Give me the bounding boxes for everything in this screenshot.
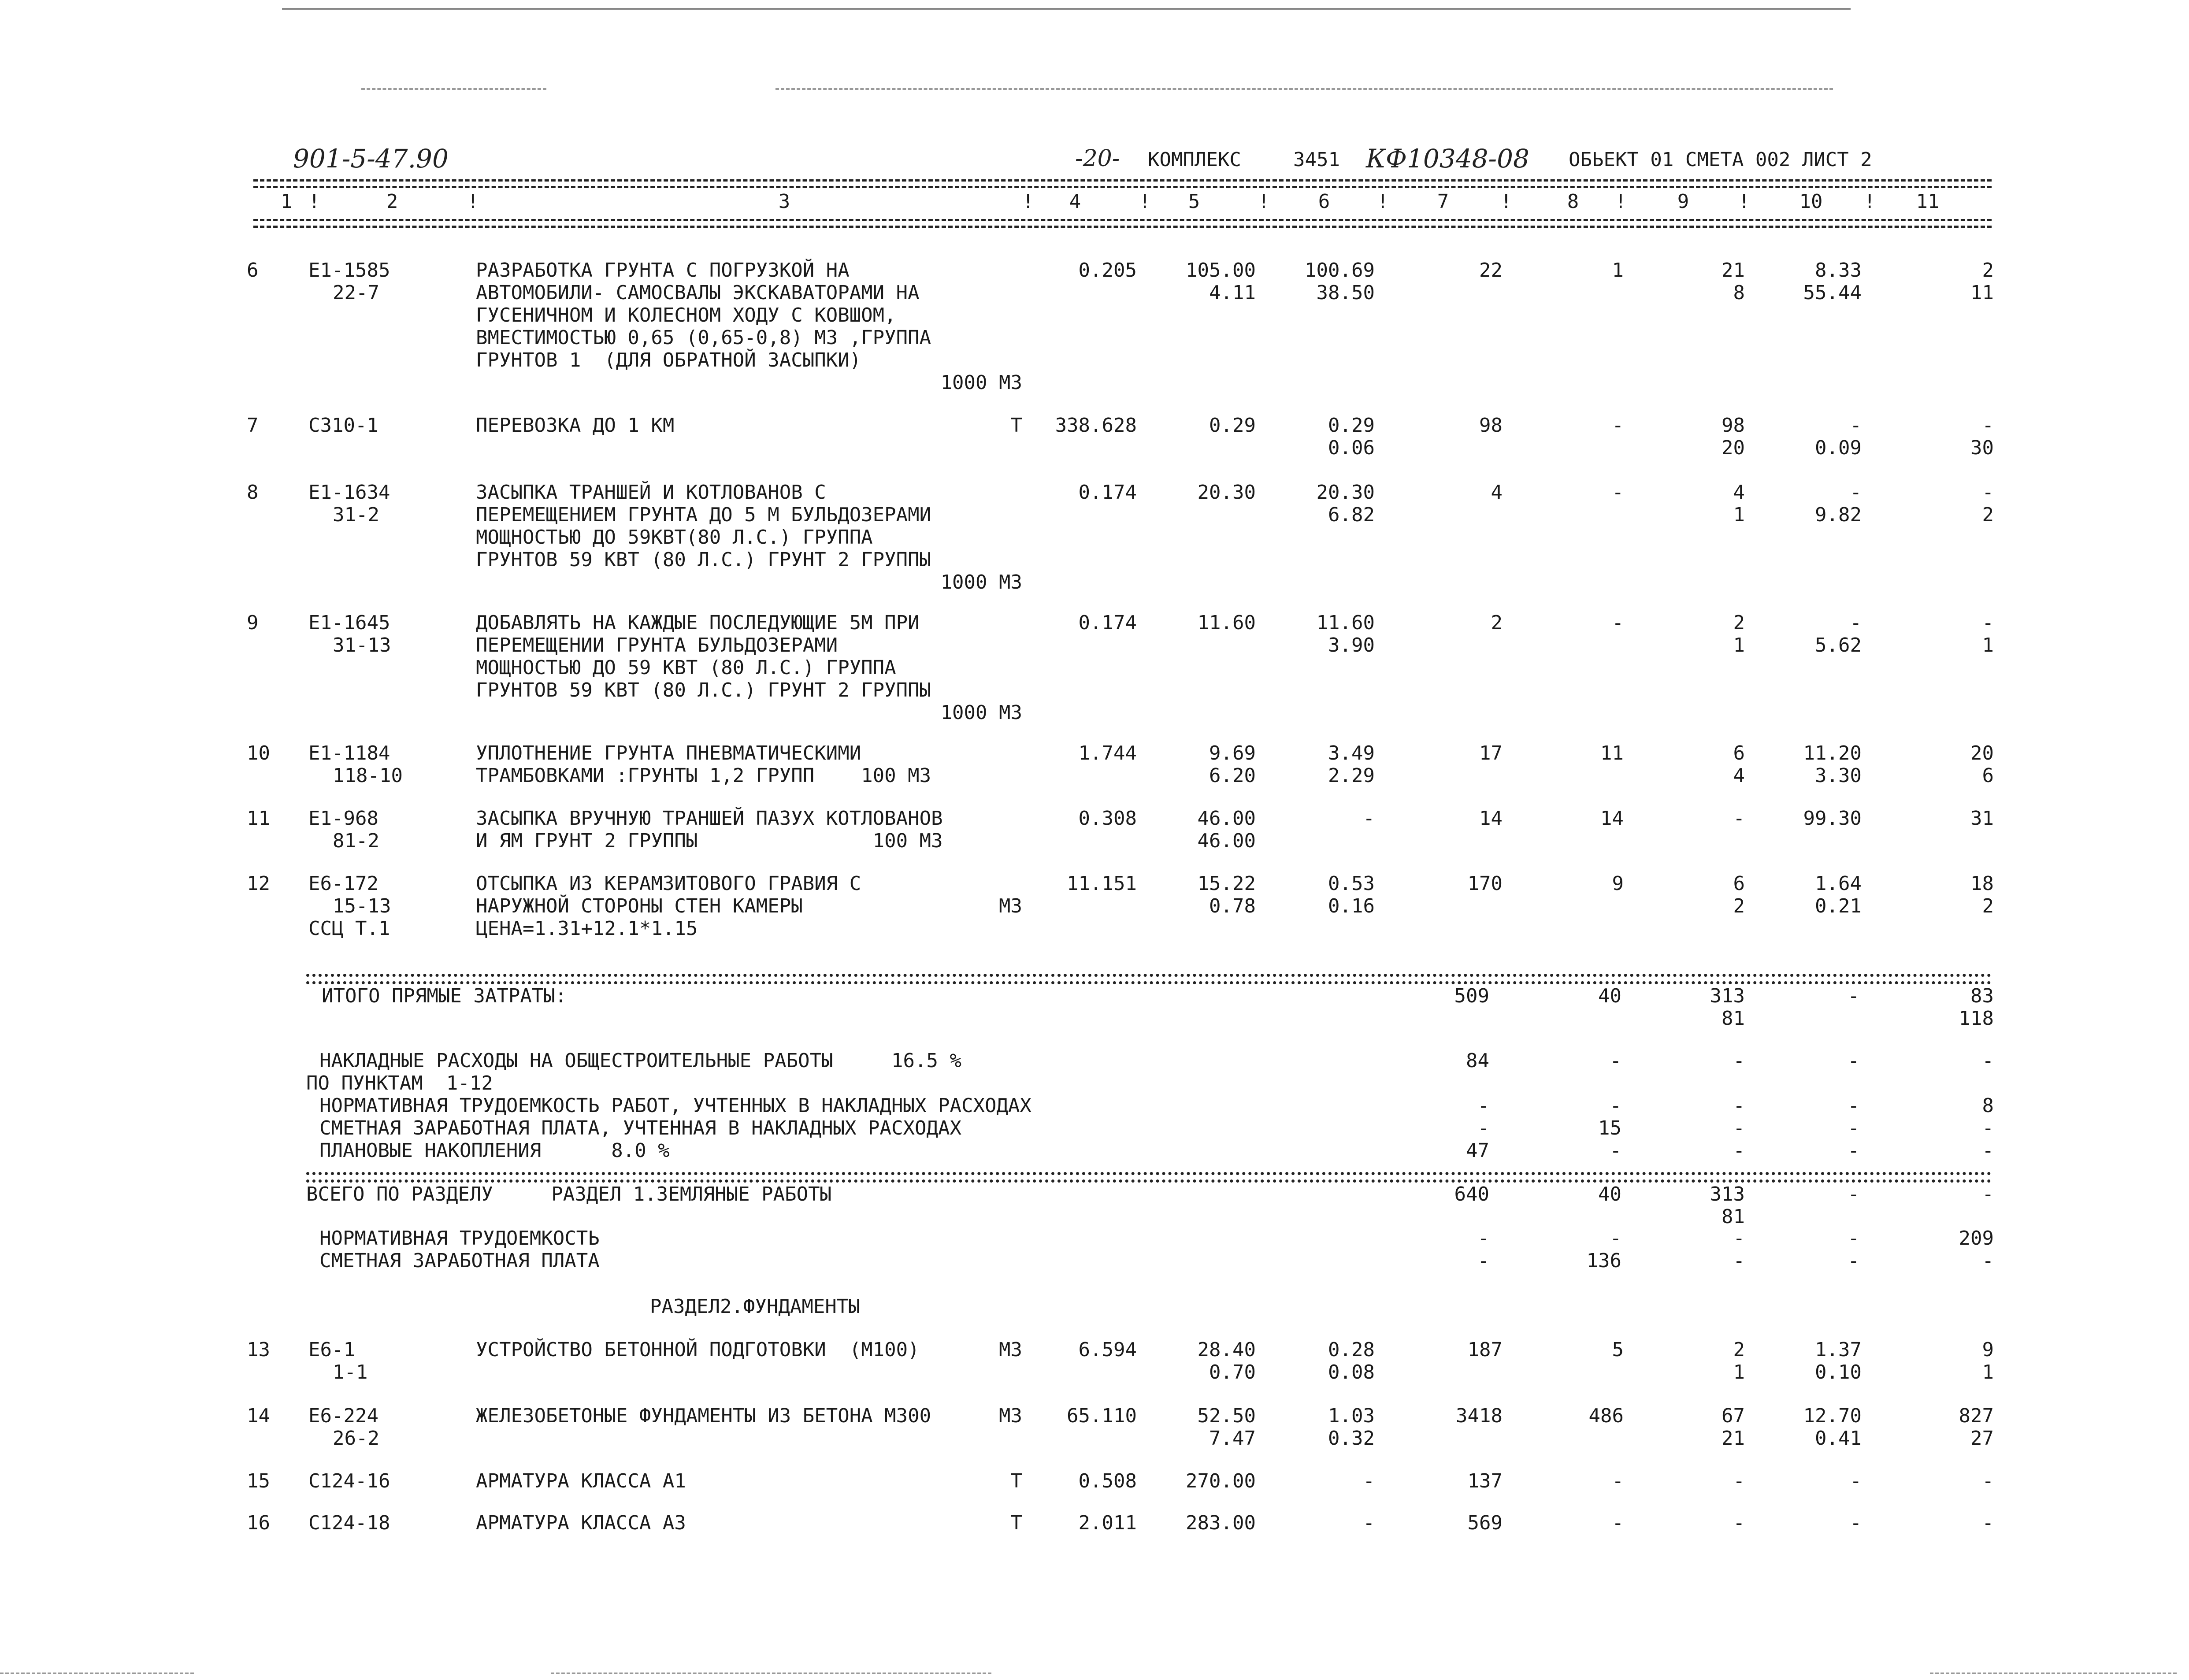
cell-col10: - (1848, 1117, 1859, 1139)
cell-col8: 14 (1600, 807, 1624, 830)
scan-specks (551, 1673, 991, 1674)
planned-savings-label: ПЛАНОВЫЕ НАКОПЛЕНИЯ 8.0 % (319, 1139, 670, 1162)
cell-col11: - (1982, 1512, 1994, 1534)
cell-col7: 2 (1491, 612, 1503, 634)
cell-col5: 7.47 (1209, 1427, 1256, 1450)
cell-col9: - (1733, 1094, 1745, 1117)
cell-col4: 0.508 (1078, 1470, 1137, 1492)
cell-col10: 0.41 (1815, 1427, 1862, 1450)
cell-col5: 0.29 (1209, 414, 1256, 437)
cell-col11: - (1982, 1117, 1994, 1139)
cell-col4: 0.308 (1078, 807, 1137, 830)
rate-code: С124-18 (308, 1512, 390, 1534)
col-header: 8 (1567, 190, 1579, 213)
cell-col7: 509 (1454, 985, 1489, 1007)
cell-col7: - (1477, 1117, 1489, 1139)
cell-col6: - (1363, 1512, 1375, 1534)
cell-col5: 105.00 (1186, 259, 1256, 282)
rate-code: Е6-1 (308, 1339, 355, 1361)
document-code: 901-5-47.90 (293, 144, 449, 174)
cell-col5: 0.78 (1209, 895, 1256, 917)
cell-col8: - (1610, 1050, 1621, 1072)
cell-col11: - (1982, 1470, 1994, 1492)
cell-col11: - (1982, 1139, 1994, 1162)
row-number: 11 (247, 807, 270, 830)
cell-col6: 3.90 (1328, 634, 1375, 656)
row-number: 8 (247, 481, 259, 504)
cell-col10: 8.33 (1815, 259, 1862, 282)
work-description: РАЗРАБОТКА ГРУНТА С ПОГРУЗКОЙ НА (476, 259, 850, 282)
col-divider: ! (467, 190, 479, 213)
object-info: ОБЬЕКТ 01 СМЕТА 002 ЛИСТ 2 (1569, 148, 1872, 171)
unit-of-measure: 1000 М3 (940, 571, 1022, 593)
col-header: 10 (1799, 190, 1823, 213)
unit-of-measure: Т (1010, 1470, 1022, 1492)
cell-col6: 6.82 (1328, 504, 1375, 526)
work-description: ЖЕЛЕЗОБЕТОНЫЕ ФУНДАМЕНТЫ ИЗ БЕТОНА М300 (476, 1405, 931, 1427)
cell-col9: 2 (1733, 612, 1745, 634)
cell-col5: 52.50 (1197, 1405, 1256, 1427)
cell-col10: 0.09 (1815, 437, 1862, 459)
cell-col6: 2.29 (1328, 764, 1375, 787)
cell-col11: 209 (1959, 1227, 1994, 1250)
cell-col7: 4 (1491, 481, 1503, 504)
cell-col9: 81 (1722, 1007, 1745, 1030)
cell-col9: 6 (1733, 742, 1745, 764)
cell-col7: - (1477, 1094, 1489, 1117)
work-description: АВТОМОБИЛИ- САМОСВАЛЫ ЭКСКАВАТОРАМИ НА (476, 282, 920, 304)
cell-col10: 9.82 (1815, 504, 1862, 526)
unit-of-measure: Т (1010, 1512, 1022, 1534)
unit-of-measure: Т (1010, 414, 1022, 437)
col-divider: ! (1258, 190, 1270, 213)
col-header: 2 (386, 190, 398, 213)
totals-separator (306, 974, 1992, 984)
cell-col4: 0.205 (1078, 259, 1137, 282)
cell-col9: 6 (1733, 872, 1745, 895)
rate-code: С124-16 (308, 1470, 390, 1492)
work-description: УПЛОТНЕНИЕ ГРУНТА ПНЕВМАТИЧЕСКИМИ (476, 742, 861, 764)
overhead-wage-label: СМЕТНАЯ ЗАРАБОТНАЯ ПЛАТА, УЧТЕННАЯ В НАКЛАДНЫХ РАСХОДАХ (319, 1117, 961, 1139)
cell-col10: 1.64 (1815, 872, 1862, 895)
unit-of-measure: 1000 М3 (940, 371, 1022, 394)
cell-col9: 4 (1733, 481, 1745, 504)
rate-code: Е1-1634 (308, 481, 390, 504)
cell-col11: 2 (1982, 895, 1994, 917)
cell-col8: - (1610, 1139, 1621, 1162)
cell-col11: 118 (1959, 1007, 1994, 1030)
work-description: ПЕРЕВОЗКА ДО 1 КМ (476, 414, 675, 437)
col-divider: ! (308, 190, 320, 213)
row-number: 7 (247, 414, 259, 437)
cell-col9: 67 (1722, 1405, 1745, 1427)
work-description: ГУСЕНИЧНОМ И КОЛЕСНОМ ХОДУ С КОВШОМ, (476, 304, 896, 326)
cell-col8: - (1612, 1512, 1624, 1534)
cell-col9: 313 (1710, 985, 1745, 1007)
cell-col10: - (1848, 1050, 1859, 1072)
cell-col10: 5.62 (1815, 634, 1862, 656)
work-description: ТРАМБОВКАМИ :ГРУНТЫ 1,2 ГРУПП 100 М3 (476, 764, 931, 787)
totals-separator (306, 1172, 1992, 1183)
col-header: 9 (1677, 190, 1689, 213)
cell-col11: 11 (1970, 282, 1994, 304)
cell-col7: 640 (1454, 1183, 1489, 1205)
cell-col5: 283.00 (1186, 1512, 1256, 1534)
rate-code: 15-13 (333, 895, 391, 917)
cell-col7: 98 (1479, 414, 1503, 437)
col-divider: ! (1139, 190, 1151, 213)
cell-col10: 55.44 (1803, 282, 1862, 304)
cell-col8: 5 (1612, 1339, 1624, 1361)
cell-col11: - (1982, 1050, 1994, 1072)
cell-col8: 15 (1598, 1117, 1621, 1139)
cell-col10: 11.20 (1803, 742, 1862, 764)
cell-col5: 15.22 (1197, 872, 1256, 895)
cell-col9: 20 (1722, 437, 1745, 459)
cell-col11: 2 (1982, 504, 1994, 526)
cell-col10: 3.30 (1815, 764, 1862, 787)
cell-col9: - (1733, 1512, 1745, 1534)
col-header: 4 (1069, 190, 1081, 213)
unit-of-measure: М3 (999, 1339, 1022, 1361)
cell-col7: 3418 (1456, 1405, 1503, 1427)
rate-code: Е1-1645 (308, 612, 390, 634)
cell-col10: - (1850, 612, 1862, 634)
cell-col7: 47 (1466, 1139, 1489, 1162)
work-description: И ЯМ ГРУНТ 2 ГРУППЫ 100 М3 (476, 830, 943, 852)
cell-col6: 0.29 (1328, 414, 1375, 437)
cell-col5: 4.11 (1209, 282, 1256, 304)
cell-col7: 84 (1466, 1050, 1489, 1072)
cell-col4: 11.151 (1067, 872, 1137, 895)
cell-col10: 99.30 (1803, 807, 1862, 830)
cell-col7: 170 (1467, 872, 1503, 895)
document-id: КФ10348-08 (1366, 144, 1529, 174)
cell-col10: - (1850, 1470, 1862, 1492)
rate-code: Е6-172 (308, 872, 378, 895)
cell-col9: 98 (1722, 414, 1745, 437)
col-divider: ! (1022, 190, 1034, 213)
cell-col9: 2 (1733, 1339, 1745, 1361)
header-separator (253, 219, 1992, 228)
work-description: АРМАТУРА КЛАССА А1 (476, 1470, 686, 1492)
cell-col8: 1 (1612, 259, 1624, 282)
cell-col5: 6.20 (1209, 764, 1256, 787)
cell-col11: 83 (1970, 985, 1994, 1007)
scan-specks (775, 88, 1833, 90)
cell-col7: 137 (1467, 1470, 1503, 1492)
cell-col11: 2 (1982, 259, 1994, 282)
work-description: МОЩНОСТЬЮ ДО 59 КВТ (80 Л.С.) ГРУППА (476, 656, 896, 679)
cell-col11: 827 (1959, 1405, 1994, 1427)
work-description: ЗАСЫПКА ВРУЧНУЮ ТРАНШЕЙ ПАЗУХ КОТЛОВАНОВ (476, 807, 943, 830)
cell-col6: 0.08 (1328, 1361, 1375, 1383)
cell-col8: 40 (1598, 985, 1621, 1007)
rate-code: ССЦ Т.1 (308, 917, 390, 940)
unit-of-measure: 1000 М3 (940, 701, 1022, 724)
page-number: -20- (1075, 145, 1120, 172)
cell-col11: 30 (1970, 437, 1994, 459)
cell-col9: 8 (1733, 282, 1745, 304)
cell-col9: 4 (1733, 764, 1745, 787)
work-description: АРМАТУРА КЛАССА А3 (476, 1512, 686, 1534)
scan-specks (0, 1673, 194, 1674)
row-number: 15 (247, 1470, 270, 1492)
cell-col8: - (1610, 1094, 1621, 1117)
rate-code: Е1-968 (308, 807, 378, 830)
unit-of-measure: М3 (999, 895, 1022, 917)
work-description: МОЩНОСТЬЮ ДО 59КВТ(80 Л.С.) ГРУППА (476, 526, 873, 549)
work-description: ЗАСЫПКА ТРАНШЕЙ И КОТЛОВАНОВ С (476, 481, 826, 504)
rate-code: 31-2 (333, 504, 379, 526)
work-description: ГРУНТОВ 1 (ДЛЯ ОБРАТНОЙ ЗАСЫПКИ) (476, 349, 861, 371)
cell-col10: - (1848, 1094, 1859, 1117)
rate-code: 118-10 (333, 764, 403, 787)
cell-col10: - (1848, 985, 1859, 1007)
cell-col8: - (1612, 481, 1624, 504)
cell-col5: 46.00 (1197, 830, 1256, 852)
cell-col11: 9 (1982, 1339, 1994, 1361)
cell-col4: 6.594 (1078, 1339, 1137, 1361)
cell-col9: - (1733, 1250, 1745, 1272)
cell-col6: - (1363, 807, 1375, 830)
row-number: 14 (247, 1405, 270, 1427)
cell-col4: 0.174 (1078, 481, 1137, 504)
col-header: 5 (1188, 190, 1200, 213)
cell-col11: 1 (1982, 634, 1994, 656)
cell-col8: - (1612, 612, 1624, 634)
cell-col10: - (1848, 1250, 1859, 1272)
rate-code: Е6-224 (308, 1405, 378, 1427)
cell-col9: - (1733, 807, 1745, 830)
cell-col9: 1 (1733, 1361, 1745, 1383)
cell-col9: - (1733, 1227, 1745, 1250)
complex-number: 3451 (1293, 148, 1340, 171)
row-number: 12 (247, 872, 270, 895)
cell-col4: 65.110 (1067, 1405, 1137, 1427)
col-divider: ! (1615, 190, 1627, 213)
cell-col11: 18 (1970, 872, 1994, 895)
cell-col8: 11 (1600, 742, 1624, 764)
cell-col7: - (1477, 1250, 1489, 1272)
work-description: ГРУНТОВ 59 КВТ (80 Л.С.) ГРУНТ 2 ГРУППЫ (476, 549, 931, 571)
cell-col9: 21 (1722, 259, 1745, 282)
cell-col10: - (1848, 1227, 1859, 1250)
scan-specks (361, 88, 546, 90)
overhead-label: НАКЛАДНЫЕ РАСХОДЫ НА ОБЩЕСТРОИТЕЛЬНЫЕ РАБОТЫ 16.5 % (319, 1050, 961, 1072)
cell-col11: - (1982, 481, 1994, 504)
cell-col7: 22 (1479, 259, 1503, 282)
cell-col11: 1 (1982, 1361, 1994, 1383)
cell-col8: - (1610, 1227, 1621, 1250)
rate-code: 81-2 (333, 830, 379, 852)
rate-code: 22-7 (333, 282, 379, 304)
cell-col8: - (1612, 414, 1624, 437)
row-number: 10 (247, 742, 270, 764)
cell-col5: 0.70 (1209, 1361, 1256, 1383)
cell-col9: 21 (1722, 1427, 1745, 1450)
cell-col6: 0.53 (1328, 872, 1375, 895)
cell-col10: 0.21 (1815, 895, 1862, 917)
work-description: ДОБАВЛЯТЬ НА КАЖДЫЕ ПОСЛЕДУЮЩИЕ 5М ПРИ (476, 612, 920, 634)
section-2-title: РАЗДЕЛ2.ФУНДАМЕНТЫ (650, 1295, 860, 1318)
rate-code: 31-13 (333, 634, 391, 656)
cell-col5: 270.00 (1186, 1470, 1256, 1492)
rate-code: Е1-1184 (308, 742, 390, 764)
header-separator (253, 179, 1992, 188)
cell-col6: 0.06 (1328, 437, 1375, 459)
cell-col10: - (1850, 414, 1862, 437)
cell-col10: - (1848, 1183, 1859, 1205)
cell-col9: - (1733, 1139, 1745, 1162)
row-number: 16 (247, 1512, 270, 1534)
cell-col5: 11.60 (1197, 612, 1256, 634)
overhead-labor-label: НОРМАТИВНАЯ ТРУДОЕМКОСТЬ РАБОТ, УЧТЕННЫХ В НАКЛАДНЫХ РАСХОДАХ (319, 1094, 1031, 1117)
cell-col11: 6 (1982, 764, 1994, 787)
cell-col10: 12.70 (1803, 1405, 1862, 1427)
cell-col6: - (1363, 1470, 1375, 1492)
cell-col10: - (1850, 481, 1862, 504)
work-description: ПЕРЕМЕЩЕНИЕМ ГРУНТА ДО 5 М БУЛЬДОЗЕРАМИ (476, 504, 931, 526)
rate-code: С310-1 (308, 414, 378, 437)
section-wage-label: СМЕТНАЯ ЗАРАБОТНАЯ ПЛАТА (319, 1250, 600, 1272)
cell-col9: 2 (1733, 895, 1745, 917)
cell-col10: - (1848, 1139, 1859, 1162)
cell-col8: 136 (1586, 1250, 1621, 1272)
cell-col6: 11.60 (1316, 612, 1375, 634)
cell-col9: 81 (1722, 1205, 1745, 1228)
cell-col6: 0.28 (1328, 1339, 1375, 1361)
rate-code: 26-2 (333, 1427, 379, 1450)
cell-col11: 27 (1970, 1427, 1994, 1450)
cell-col7: 569 (1467, 1512, 1503, 1534)
cell-col8: - (1612, 1470, 1624, 1492)
work-description: ЦЕНА=1.31+12.1*1.15 (476, 917, 698, 940)
cell-col6: 20.30 (1316, 481, 1375, 504)
cell-col9: - (1733, 1117, 1745, 1139)
cell-col8: 40 (1598, 1183, 1621, 1205)
scan-edge-line (282, 8, 1851, 10)
rate-code: 1-1 (333, 1361, 368, 1383)
cell-col5: 9.69 (1209, 742, 1256, 764)
cell-col9: - (1733, 1470, 1745, 1492)
col-divider: ! (1864, 190, 1876, 213)
cell-col11: 31 (1970, 807, 1994, 830)
cell-col11: 20 (1970, 742, 1994, 764)
col-divider: ! (1738, 190, 1750, 213)
work-description: ГРУНТОВ 59 КВТ (80 Л.С.) ГРУНТ 2 ГРУППЫ (476, 679, 931, 701)
cell-col6: 3.49 (1328, 742, 1375, 764)
cell-col5: 28.40 (1197, 1339, 1256, 1361)
cell-col11: - (1982, 414, 1994, 437)
rate-code: Е1-1585 (308, 259, 390, 282)
cell-col6: 1.03 (1328, 1405, 1375, 1427)
col-header: 6 (1318, 190, 1330, 213)
work-description: ОТСЫПКА ИЗ КЕРАМЗИТОВОГО ГРАВИЯ С (476, 872, 861, 895)
cell-col9: 1 (1733, 504, 1745, 526)
work-description: ВМЕСТИМОСТЬЮ 0,65 (0,65-0,8) М3 ,ГРУППА (476, 326, 931, 349)
complex-label: КОМПЛЕКС (1148, 148, 1241, 171)
cell-col6: 0.32 (1328, 1427, 1375, 1450)
cell-col6: 100.69 (1305, 259, 1375, 282)
cell-col5: 20.30 (1197, 481, 1256, 504)
overhead-label-items: ПО ПУНКТАМ 1-12 (306, 1072, 493, 1094)
cell-col7: - (1477, 1227, 1489, 1250)
cell-col9: 1 (1733, 634, 1745, 656)
cell-col7: 17 (1479, 742, 1503, 764)
cell-col6: 0.16 (1328, 895, 1375, 917)
cell-col9: 313 (1710, 1183, 1745, 1205)
cell-col10: 0.10 (1815, 1361, 1862, 1383)
cell-col7: 187 (1467, 1339, 1503, 1361)
cell-col11: 8 (1982, 1094, 1994, 1117)
cell-col8: 9 (1612, 872, 1624, 895)
unit-of-measure: М3 (999, 1405, 1022, 1427)
cell-col5: 46.00 (1197, 807, 1256, 830)
cell-col4: 338.628 (1055, 414, 1137, 437)
cell-col4: 2.011 (1078, 1512, 1137, 1534)
col-header: 11 (1916, 190, 1940, 213)
cell-col11: - (1982, 1250, 1994, 1272)
cell-col11: - (1982, 612, 1994, 634)
cell-col4: 0.174 (1078, 612, 1137, 634)
cell-col10: - (1850, 1512, 1862, 1534)
work-description: ПЕРЕМЕЩЕНИИ ГРУНТА БУЛЬДОЗЕРАМИ (476, 634, 838, 656)
col-divider: ! (1500, 190, 1512, 213)
cell-col4: 1.744 (1078, 742, 1137, 764)
row-number: 13 (247, 1339, 270, 1361)
col-header: 1 (280, 190, 293, 213)
col-header: 3 (778, 190, 790, 213)
section-labor-label: НОРМАТИВНАЯ ТРУДОЕМКОСТЬ (319, 1227, 600, 1250)
row-number: 9 (247, 612, 259, 634)
work-description: УСТРОЙСТВО БЕТОННОЙ ПОДГОТОВКИ (М100) (476, 1339, 920, 1361)
work-description: НАРУЖНОЙ СТОРОНЫ СТЕН КАМЕРЫ (476, 895, 803, 917)
section-total-label: ВСЕГО ПО РАЗДЕЛУ РАЗДЕЛ 1.ЗЕМЛЯНЫЕ РАБОТЫ (306, 1183, 832, 1205)
direct-costs-label: ИТОГО ПРЯМЫЕ ЗАТРАТЫ: (322, 985, 567, 1007)
cell-col8: 486 (1588, 1405, 1624, 1427)
col-header: 7 (1437, 190, 1449, 213)
col-divider: ! (1377, 190, 1389, 213)
cell-col9: - (1733, 1050, 1745, 1072)
cell-col10: 1.37 (1815, 1339, 1862, 1361)
cell-col11: - (1982, 1183, 1994, 1205)
cell-col7: 14 (1479, 807, 1503, 830)
row-number: 6 (247, 259, 259, 282)
scan-specks (1930, 1673, 2177, 1674)
cell-col6: 38.50 (1316, 282, 1375, 304)
